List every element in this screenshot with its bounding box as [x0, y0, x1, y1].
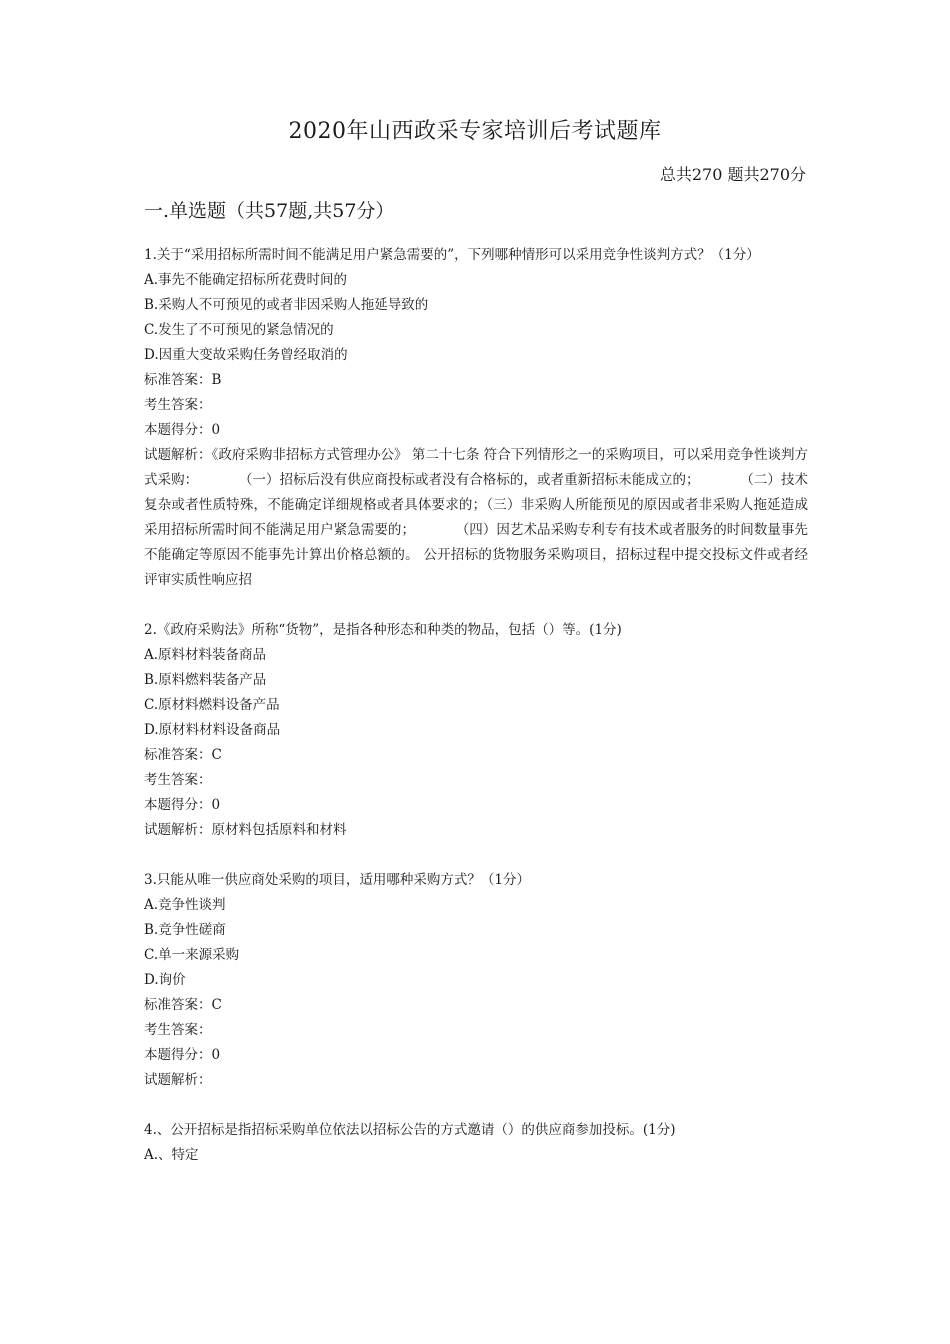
question-stem: 4.、公开招标是指招标采购单位依法以招标公告的方式邀请（）的供应商参加投标。(1分) [144, 1122, 676, 1138]
option-c: C.发生了不可预见的紧急情况的 [144, 322, 334, 338]
question-score: 本题得分：0 [144, 422, 221, 438]
option-c: C.单一来源采购 [144, 947, 240, 963]
candidate-answer: 考生答案： [144, 397, 212, 413]
question-stem: 1.关于“采用招标所需时间不能满足用户紧急需要的”，下列哪种情形可以采用竞争性谈判方式？（1分） [144, 247, 760, 263]
question-item [144, 618, 808, 843]
question-stem: 3.只能从唯一供应商处采购的项目，适用哪种采购方式？（1分） [144, 872, 530, 888]
standard-answer: 标准答案：C [144, 997, 222, 1013]
option-b: B.采购人不可预见的或者非因采购人拖延导致的 [144, 297, 429, 313]
option-d: D.原材料材料设备商品 [144, 722, 281, 738]
question-stem: 2.《政府采购法》所称“货物”，是指各种形态和种类的物品，包括（）等。(1分) [144, 622, 622, 638]
option-b: B.原料燃料装备产品 [144, 672, 267, 688]
option-a: A.事先不能确定招标所花费时间的 [144, 272, 348, 288]
question-list [144, 243, 808, 1193]
question-item [144, 868, 808, 1093]
candidate-answer: 考生答案： [144, 1022, 212, 1038]
question-score: 本题得分：0 [144, 797, 221, 813]
option-c: C.原材料燃料设备产品 [144, 697, 280, 713]
exam-summary: 总共270 题共270分 [659, 165, 806, 184]
question-analysis: 试题解析： [144, 1072, 212, 1088]
option-d: D.询价 [144, 972, 186, 988]
option-a: A.竞争性谈判 [144, 897, 226, 913]
question-score: 本题得分：0 [144, 1047, 221, 1063]
standard-answer: 标准答案：B [144, 372, 222, 388]
question-analysis: 试题解析：原材料包括原料和材料 [144, 822, 347, 838]
document-title: 2020年山西政采专家培训后考试题库 [288, 119, 662, 144]
question-item [144, 243, 808, 593]
option-b: B.竞争性磋商 [144, 922, 226, 938]
standard-answer: 标准答案：C [144, 747, 222, 763]
question-item [144, 1118, 808, 1168]
option-d: D.因重大变故采购任务曾经取消的 [144, 347, 348, 363]
option-a: A.原料材料装备商品 [144, 647, 267, 663]
section-heading: 一.单选题（共57题,共57分） [144, 200, 395, 222]
option-a: A.、特定 [144, 1147, 199, 1163]
question-analysis: 试题解析：《政府采购非招标方式管理办公》 第二十七条 符合下列情形之一的采购项目，可以采用竞争性谈判方式采购： （一）招标后没有供应商投标或者没有合格标的，或者重新招标未能成立的； （二）技术复杂或者性质特殊，不能确定详细规格或者具体要求的；（三）非采购人所能预见的原因或者非采购人拖延造成采用招标所需时间不能满足用户紧急需要的； （四）因艺术品采购专利专有技术或者服务的时间数量事先不能确定等原因不能事先计算出价格总额的。 公开招标的货物服务采购项目，招标过程中提交投标文件或者经评审实质性响应招 [144, 447, 808, 588]
candidate-answer: 考生答案： [144, 772, 212, 788]
